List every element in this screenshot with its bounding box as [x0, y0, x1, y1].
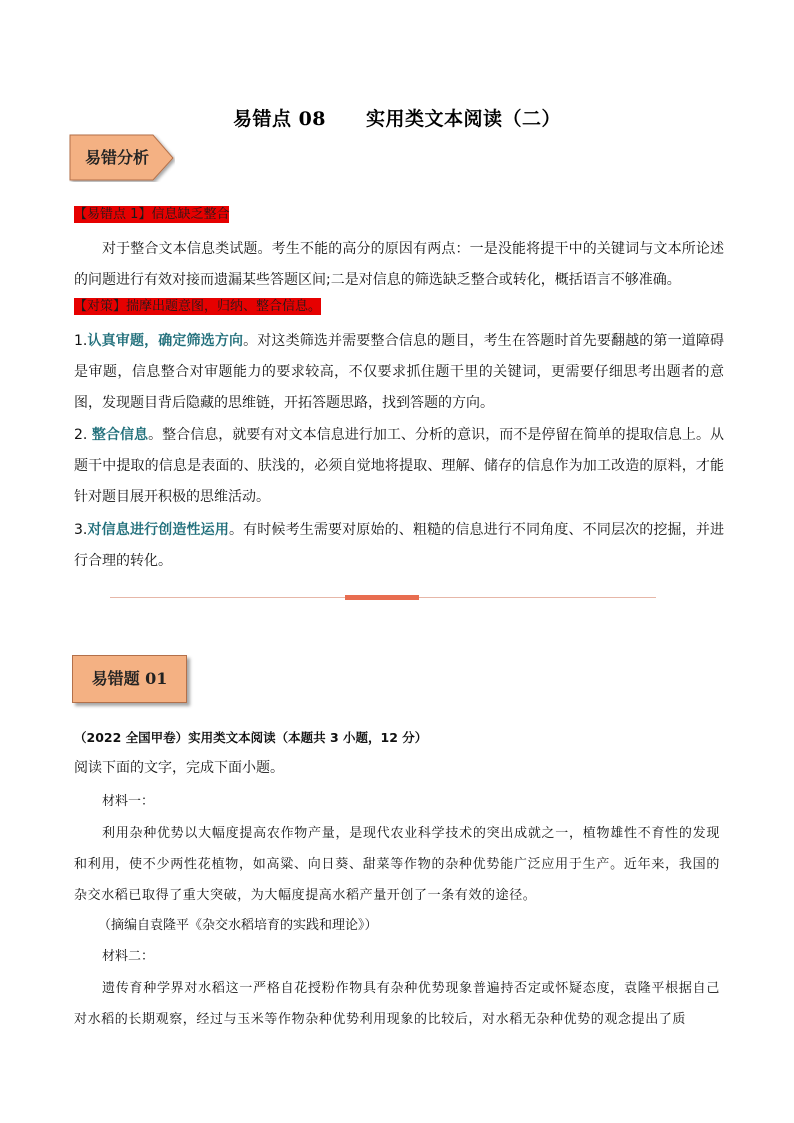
material2-text: 遗传育种学界对水稻这一严格自花授粉作物具有杂种优势现象普遍持否定或怀疑态度，袁隆平根据自己对水稻的长期观察，经过与玉米等作物杂种优势利用现象的比较后，对水稻无杂种优势的观念提出了质 [74, 981, 720, 1027]
material1-label: 材料一： [102, 794, 155, 809]
strategy-item-number: 3. [74, 522, 88, 538]
strategy-item-key: 认真审题，确定筛选方向 [87, 333, 244, 349]
strategy-heading [74, 298, 321, 316]
error-point-label: 易错点 1 [87, 207, 139, 222]
error-point-bracket-close: 】 [138, 207, 152, 222]
page-title-part2: 实用类文本阅读（二） [366, 108, 562, 130]
strategy-item-1 [74, 326, 724, 419]
strategy-item-2 [74, 420, 724, 513]
question-source: （2022 全国甲卷）实用类文本阅读（本题共 3 小题，12 分） [74, 730, 428, 745]
strategy-text: 揣摩出题意图，归纳、整合信息。 [126, 299, 322, 314]
error-point-bracket-open: 【 [74, 207, 88, 222]
strategy-item-text: 。整合信息，就要有对文本信息进行加工、分析的意识，而不是停留在简单的提取信息上。从题干中提取的信息是表面的、肤浅的，必须自觉地将提取、理解、储存的信息作为加工改造的原料，才能针对题目展开积极的思维活动。 [74, 427, 725, 505]
question-instruction: 阅读下面的文字，完成下面小题。 [74, 760, 284, 776]
error-point-paragraph: 对于整合文本信息类试题。考生不能的高分的原因有两点：一是没能将提干中的关键词与文本所论述的问题进行有效对接而遗漏某些答题区间;二是对信息的筛选缺乏整合或转化，概括语言不够准确。 [74, 241, 724, 288]
error-point-text: 信息缺乏整合 [151, 207, 230, 222]
strategy-item-key: 整合信息 [91, 427, 149, 443]
question-label-box: 易错题 01 [72, 655, 187, 703]
strategy-item-text: 。对这类筛选并需要整合信息的题目，考生在答题时首先要翻越的第一道障碍是审题，信息整合对审题能力的要求较高，不仅要求抓住题干里的关键词，更需要仔细思考出题者的意图，发现题目背后隐藏的思维链，开拓答题思路，找到答题的方向。 [74, 333, 725, 411]
page-title-part1: 易错点 08 [232, 108, 327, 130]
strategy-item-3 [74, 515, 724, 577]
strategy-item-number: 1. [74, 333, 88, 349]
strategy-item-key: 对信息进行创造性运用 [87, 522, 229, 538]
strategy-label: 【对策】 [74, 299, 127, 314]
error-point-heading [74, 206, 229, 224]
strategy-item-text: 。有时候考生需要对原始的、粗糙的信息进行不同角度、不同层次的挖掘，并进行合理的转化。 [74, 522, 724, 569]
material1-citation: （摘编自袁隆平《杂交水稻培育的实践和理论》） [98, 918, 378, 933]
page-title [0, 104, 794, 131]
section-tag-label: 易错分析 [84, 148, 149, 167]
section-divider-accent [345, 595, 419, 600]
strategy-item-number: 2. [74, 427, 92, 443]
material1-text: 利用杂种优势以大幅度提高农作物产量，是现代农业科学技术的突出成就之一，植物雄性不育性的发现和利用，使不少两性花植物，如高粱、向日葵、甜菜等作物的杂种优势能广泛应用于生产。近年来，我国的杂交水稻已取得了重大突破，为大幅度提高水稻产量开创了一条有效的途径。 [74, 826, 720, 903]
material2-label: 材料二： [102, 949, 155, 964]
